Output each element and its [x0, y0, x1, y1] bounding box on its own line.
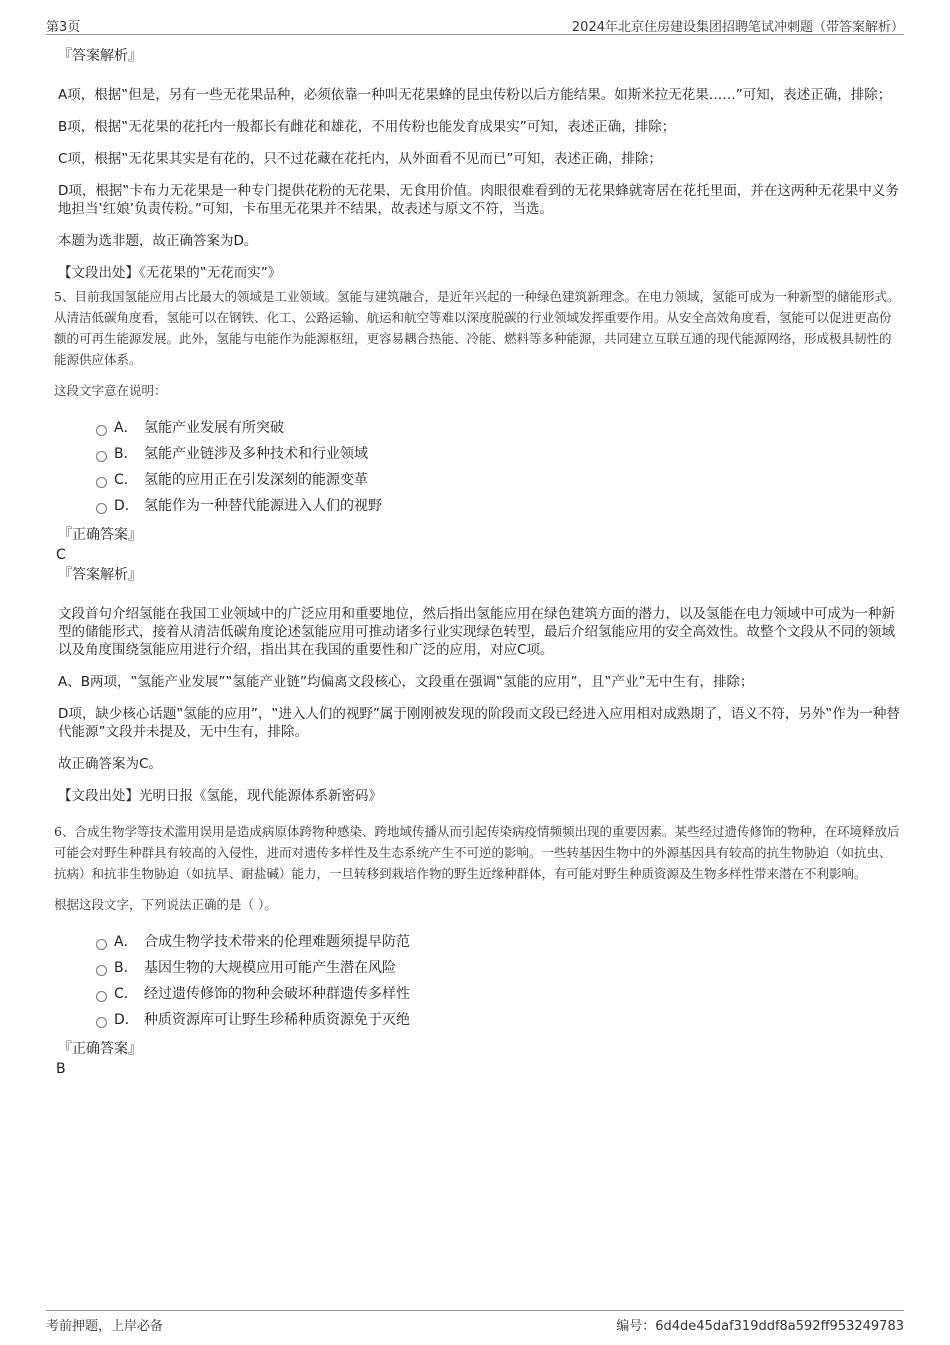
q6-stem: 6、合成生物学等技术滥用误用是造成病原体跨物种感染、跨地域传播从而引起传染病疫情频频出现的重要因素。某些经过遗传修饰的物种，在环境释放后可能会对野生种群具有较高的入侵性，进而对遗传多样性及生态系统产生不可逆的影响。一些转基因生物中的外源基因具有较高的抗生物胁迫（如抗虫、抗病）和抗非生物胁迫（如抗旱、耐盐碱）能力，一旦转移到栽培作物的野生近缘种群体，有可能对野生种质资源及生物多样性带来潜在不利影响。 — [54, 824, 900, 881]
q6-question: 根据这段文字，下列说法正确的是（ ）。 — [54, 897, 277, 912]
q4-source: 【文段出处】《无花果的‟无花而实”》 — [58, 265, 282, 281]
document-title: 2024年北京住房建设集团招聘笔试冲刺题（带答案解析） — [571, 20, 904, 35]
radio-icon[interactable] — [96, 939, 107, 950]
q5-analysis-3: D项，缺少核心话题‟氢能的应用”，‟进入人们的视野”属于刚刚被发现的阶段而文段已经进入应用相对成熟期了，语义不符，另外‟作为一种替代能源”文段并未提及，无中生有，排除。 — [58, 706, 900, 740]
q6-option-a[interactable]: A． 合成生物学技术带来的伦理难题须提早防范 — [96, 929, 900, 955]
q5-source: 【文段出处】光明日报《氢能，现代能源体系新密码》 — [58, 788, 382, 804]
q6-option-d[interactable]: D． 种质资源库可让野生珍稀种质资源免于灭绝 — [96, 1007, 900, 1033]
page-footer — [46, 1310, 904, 1335]
radio-icon[interactable] — [96, 477, 107, 488]
page-header — [46, 14, 904, 35]
q5-conclusion: 故正确答案为C。 — [58, 756, 162, 772]
q4-analysis-c: C项，根据‟无花果其实是有花的，只不过花藏在花托内，从外面看不见而已”可知，表述正确，排除； — [58, 151, 662, 167]
q6-answer: B — [56, 1061, 66, 1077]
q6-option-c[interactable]: C． 经过遗传修饰的物种会破坏种群遗传多样性 — [96, 981, 900, 1007]
radio-icon[interactable] — [96, 965, 107, 976]
q5-answer: C — [56, 547, 66, 563]
radio-icon[interactable] — [96, 503, 107, 514]
footer-slogan: 考前押题，上岸必备 — [46, 1319, 164, 1334]
q4-conclusion: 本题为选非题，故正确答案为D。 — [58, 233, 258, 249]
q6-option-b[interactable]: B． 基因生物的大规模应用可能产生潜在风险 — [96, 955, 900, 981]
radio-icon[interactable] — [96, 425, 107, 436]
q4-analysis-a: A项，根据‟但是，另有一些无花果品种，必须依靠一种叫无花果蜂的昆虫传粉以后方能结果。如斯米拉无花果……”可知，表述正确，排除； — [58, 87, 892, 103]
q5-option-d[interactable]: D． 氢能作为一种替代能源进入人们的视野 — [96, 493, 900, 519]
q5-analysis-2: A、B两项，‟氢能产业发展”‟氢能产业链”均偏离文段核心，文段重在强调‟氢能的应用”，且‟产业”无中生有，排除； — [58, 674, 754, 690]
radio-icon[interactable] — [96, 1017, 107, 1028]
q5-option-b[interactable]: B． 氢能产业链涉及多种技术和行业领域 — [96, 441, 900, 467]
radio-icon[interactable] — [96, 451, 107, 462]
page-content — [54, 40, 900, 1079]
q4-analysis-d: D项，根据‟卡布力无花果是一种专门提供花粉的无花果，无食用价值。肉眼很难看到的无花果蜂就寄居在花托里面，并在这两种无花果中义务地担当‛红娘’负责传粉。”可知，卡布里无花果并不结果，故表述与原文不符，当选。 — [58, 183, 899, 217]
q5-analysis-1: 文段首句介绍氢能在我国工业领域中的广泛应用和重要地位，然后指出氢能应用在绿色建筑方面的潜力，以及氢能在电力领域中可成为一种新型的储能形式，接着从清洁低碳角度论述氢能应用可推动诸多行业实现绿色转型，最后介绍氢能应用的安全高效性。故整个文段从不同的领域以及角度围绕氢能应用进行介绍，指出其在我国的重要性和广泛的应用，对应C项。 — [58, 606, 895, 658]
q6-options — [54, 929, 900, 1033]
q5-option-c[interactable]: C． 氢能的应用正在引发深刻的能源变革 — [96, 467, 900, 493]
q4-analysis-heading: 『答案解析』 — [58, 48, 142, 64]
q5-stem: 5、目前我国氢能应用占比最大的领域是工业领域。氢能与建筑融合，是近年兴起的一种绿色建筑新理念。在电力领域，氢能可成为一种新型的储能形式。从清洁低碳角度看，氢能可以在钢铁、化工、公路运输、航运和航空等难以深度脱碳的行业领域发挥重要作用。从安全高效角度看，氢能可以促进更高份额的可再生能源发展。此外，氢能与电能作为能源枢纽，更容易耦合热能、冷能、燃料等多种能源，共同建立互联互通的现代能源网络，形成极具韧性的能源供应体系。 — [54, 289, 900, 367]
q5-question: 这段文字意在说明： — [54, 383, 167, 398]
document-code: 编号：6d4de45daf319ddf8a592ff953249783 — [616, 1319, 904, 1334]
q4-analysis-b: B项，根据‟无花果的花托内一般都长有雌花和雄花，不用传粉也能发育成果实”可知，表述正确，排除； — [58, 119, 676, 135]
radio-icon[interactable] — [96, 991, 107, 1002]
q5-answer-heading: 『正确答案』 — [58, 527, 142, 543]
q5-analysis-heading: 『答案解析』 — [58, 567, 142, 583]
q6-answer-heading: 『正确答案』 — [58, 1041, 142, 1057]
q5-options — [54, 415, 900, 519]
page-number: 第3页 — [46, 20, 81, 35]
q5-option-a[interactable]: A． 氢能产业发展有所突破 — [96, 415, 900, 441]
